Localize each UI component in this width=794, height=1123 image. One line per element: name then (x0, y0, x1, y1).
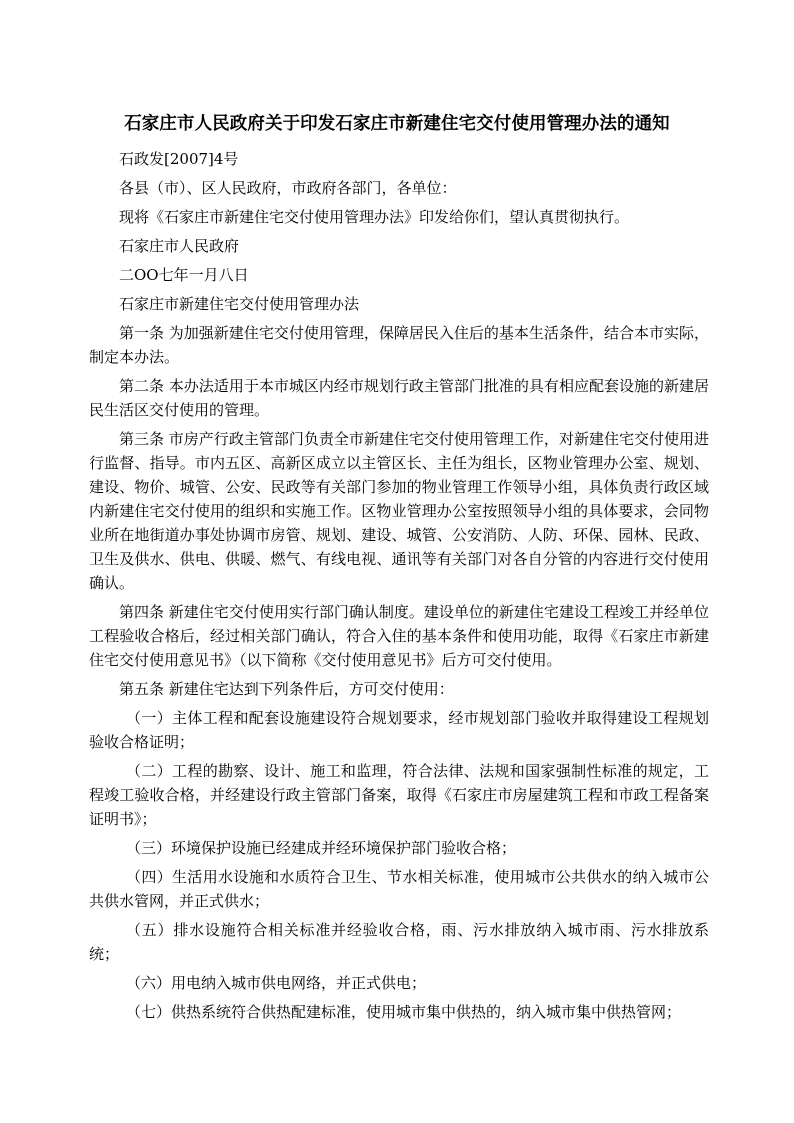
doc-number: 石政发[2007]4号 (119, 150, 239, 168)
document-body (89, 147, 709, 1029)
condition-item: （四）生活用水设施和水质符合卫生、节水相关标准，使用城市公共供水的纳入城市公共供水管网，并正式供水； (89, 868, 709, 910)
condition-item: （一）主体工程和配套设施建设符合规划要求，经市规划部门验收并取得建设工程规划验收合格证明； (89, 709, 709, 751)
article-paragraph: 第二条 本办法适用于本市城区内经市规划行政主管部门批准的具有相应配套设施的新建居民生活区交付使用的管理。 (89, 377, 709, 419)
condition-item: （五）排水设施符合相关标准并经验收合格，雨、污水排放纳入城市雨、污水排放系统； (89, 921, 709, 963)
article-paragraph: 第四条 新建住宅交付使用实行部门确认制度。建设单位的新建住宅建设工程竣工并经单位工程验收合格后，经过相关部门确认，符合入住的基本条件和使用功能，取得《石家庄市新建住宅交付使用意见书》（以下简称《交付使用意见书》后方可交付使用。 (89, 603, 709, 669)
article-paragraph: 第三条 市房产行政主管部门负责全市新建住宅交付使用管理工作，对新建住宅交付使用进行监督、指导。市内五区、高新区成立以主管区长、主任为组长，区物业管理办公室、规划、建设、物价、城管、公安、民政等有关部门参加的物业管理工作领导小组，具体负责行政区域内新建住宅交付使用的组织和实施工作。区物业管理办公室按照领导小组的具体要求，会同物业所在地街道办事处协调市房管、规划、建设、城管、公安消防、人防、环保、园林、民政、卫生及供水、供电、供暖、燃气、有线电视、通讯等有关部门对各自分管的内容进行交付使用确认。 (89, 430, 709, 592)
issuer: 石家庄市人民政府 (119, 237, 240, 255)
intro-paragraph: 现将《石家庄市新建住宅交付使用管理办法》印发给你们，望认真贯彻执行。 (119, 208, 630, 226)
issue-date: 二OO七年一月八日 (119, 266, 249, 284)
measures-title: 石家庄市新建住宅交付使用管理办法 (119, 295, 360, 313)
condition-item: （七）供热系统符合供热配建标准，使用城市集中供热的，纳入城市集中供热管网； (126, 1003, 682, 1021)
addressee: 各县（市）、区人民政府，市政府各部门，各单位： (119, 179, 457, 197)
condition-item: （二）工程的勘察、设计、施工和监理，符合法律、法规和国家强制性标准的规定，工程竣工验收合格，并经建设行政主管部门备案，取得《石家庄市房屋建筑工程和市政工程备案证明书》； (89, 762, 709, 828)
article-paragraph: 第一条 为加强新建住宅交付使用管理，保障居民入住后的基本生活条件，结合本市实际，制定本办法。 (89, 324, 709, 366)
document-title: 石家庄市人民政府关于印发石家庄市新建住宅交付使用管理办法的通知 (124, 114, 670, 134)
condition-item: （六）用电纳入城市供电网络，并正式供电； (126, 974, 427, 992)
article-paragraph: 第五条 新建住宅达到下列条件后，方可交付使用： (119, 680, 454, 698)
condition-item: （三）环境保护设施已经建成并经环境保护部门验收合格； (126, 839, 517, 857)
